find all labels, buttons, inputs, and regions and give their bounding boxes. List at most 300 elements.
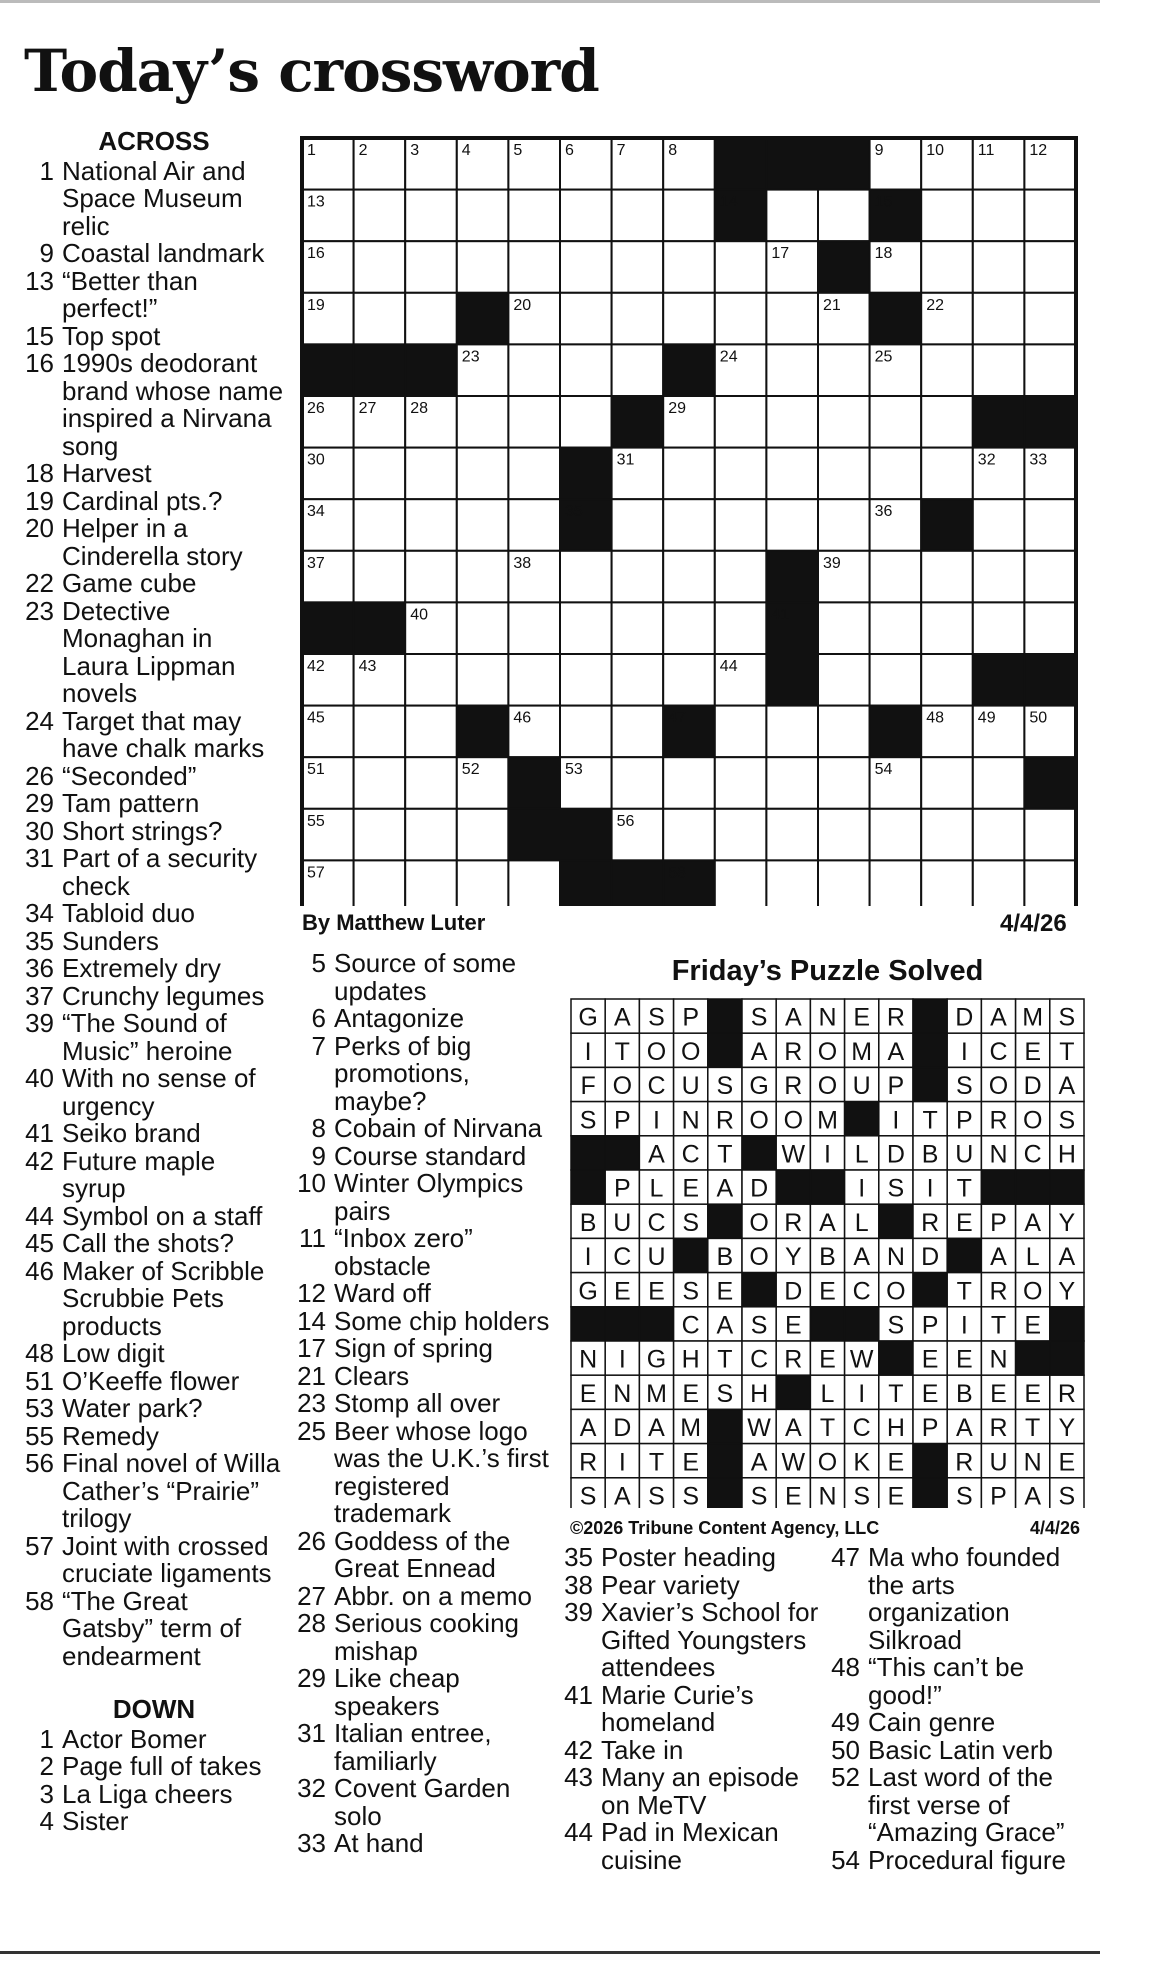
grid-cell[interactable] — [405, 241, 457, 293]
grid-cell[interactable] — [715, 860, 767, 906]
grid-cell[interactable] — [457, 448, 509, 500]
clue-down_col2-17 — [296, 1335, 561, 1363]
grid-cell[interactable] — [921, 602, 973, 654]
grid-cell[interactable] — [715, 241, 767, 293]
solution-letter: T — [717, 1140, 733, 1169]
solution-letter: E — [1024, 1037, 1042, 1066]
black-square — [508, 757, 560, 809]
grid-cell[interactable] — [457, 499, 509, 551]
grid-cell[interactable] — [1024, 241, 1076, 293]
top-rule — [0, 0, 1100, 3]
cell-number: 20 — [513, 296, 532, 314]
solution-letter: B — [955, 1379, 973, 1408]
grid-cell[interactable] — [612, 293, 664, 345]
solution-letter: R — [989, 1277, 1008, 1306]
grid-cell[interactable] — [405, 190, 457, 242]
grid-cell[interactable] — [560, 396, 612, 448]
clue-across-40 — [24, 1065, 284, 1120]
grid-cell[interactable] — [354, 448, 406, 500]
grid-cell[interactable] — [973, 241, 1025, 293]
grid-cell[interactable] — [560, 602, 612, 654]
grid-cell[interactable] — [766, 499, 818, 551]
clue-number: 15 — [25, 320, 54, 351]
grid-cell[interactable] — [405, 809, 457, 861]
black-square — [639, 1307, 673, 1341]
black-square — [921, 499, 973, 551]
solution-letter: P — [887, 1072, 905, 1101]
clue-text: Coastal landmark — [62, 238, 265, 268]
grid-cell[interactable] — [1024, 860, 1076, 906]
grid-cell[interactable] — [766, 860, 818, 906]
black-square — [708, 1444, 742, 1478]
solution-letter: R — [784, 1037, 803, 1066]
grid-cell[interactable] — [457, 860, 509, 906]
black-square — [605, 1136, 639, 1170]
clue-text: Perks of big promotions, maybe? — [334, 1030, 472, 1116]
clue-down_col2-25 — [296, 1415, 561, 1528]
clue-down_col3-44 — [563, 1819, 828, 1874]
clue-down_col4-52 — [830, 1764, 1100, 1847]
solution-letter: A — [716, 1174, 734, 1203]
grid-cell[interactable] — [354, 190, 406, 242]
cell-number: 27 — [358, 400, 377, 417]
solution-letter: D — [750, 1174, 769, 1203]
clue-text: Top spot — [62, 320, 161, 351]
solution-letter: I — [584, 1037, 592, 1066]
grid-cell[interactable] — [612, 190, 664, 242]
clue-text: Some chip holders — [334, 1305, 550, 1336]
solution-letter: R — [921, 1208, 940, 1237]
black-square — [560, 448, 612, 500]
grid-cell[interactable] — [818, 809, 870, 861]
cell-number: 9 — [874, 142, 884, 159]
cell-number: 36 — [874, 503, 893, 521]
grid-cell[interactable] — [870, 809, 922, 861]
grid-cell[interactable] — [560, 706, 612, 758]
clue-text: 1990s deodorant brand whose name inspired a Nirvana song — [62, 348, 284, 461]
grid-cell[interactable] — [560, 654, 612, 706]
clue-down_col4-47 — [830, 1544, 1100, 1654]
grid-cell[interactable] — [818, 344, 870, 396]
crossword-grid[interactable] — [300, 136, 1080, 906]
clue-number: 25 — [297, 1415, 326, 1446]
grid-cell[interactable] — [508, 499, 560, 551]
clue-number: 31 — [297, 1718, 326, 1748]
grid-cell[interactable] — [612, 706, 664, 758]
solution-letter: S — [579, 1482, 597, 1508]
solution-letter: E — [887, 1482, 905, 1508]
grid-cell[interactable] — [715, 448, 767, 500]
grid-cell[interactable] — [921, 757, 973, 809]
grid-cell[interactable] — [354, 757, 406, 809]
grid-cell[interactable] — [766, 293, 818, 345]
clue-number: 50 — [831, 1734, 860, 1765]
grid-cell[interactable] — [354, 706, 406, 758]
solution-letter: P — [921, 1414, 939, 1443]
clue-down_col3-43 — [563, 1764, 828, 1819]
grid-cell[interactable] — [921, 241, 973, 293]
grid-cell[interactable] — [354, 860, 406, 906]
grid-cell[interactable] — [508, 860, 560, 906]
cell-number: 48 — [926, 709, 944, 727]
grid-cell[interactable] — [508, 241, 560, 293]
clue-text: Ward off — [334, 1278, 431, 1308]
grid-cell[interactable] — [560, 293, 612, 345]
black-square — [1024, 757, 1076, 809]
solution-letter: T — [648, 1448, 665, 1477]
clue-down_col3-39 — [563, 1599, 828, 1682]
grid-cell[interactable] — [766, 396, 818, 448]
solution-letter: Y — [1058, 1208, 1076, 1237]
grid-cell[interactable] — [715, 757, 767, 809]
clue-text: Sister — [62, 1806, 129, 1836]
grid-cell[interactable] — [766, 344, 818, 396]
grid-cell[interactable] — [1024, 602, 1076, 654]
clue-text: Tam pattern — [62, 788, 200, 818]
clue-down_col3-42 — [563, 1734, 828, 1765]
solution-letter: L — [854, 1208, 869, 1237]
clue-text: Sunders — [62, 925, 159, 956]
grid-cell[interactable] — [457, 190, 509, 242]
grid-cell[interactable] — [612, 654, 664, 706]
solution-letter: I — [960, 1311, 968, 1340]
black-square — [1050, 1307, 1084, 1341]
grid-cell[interactable] — [715, 551, 767, 603]
grid-cell[interactable] — [818, 190, 870, 242]
solution-letter: A — [784, 1414, 802, 1443]
grid-cell[interactable] — [870, 448, 922, 500]
clue-text: Antagonize — [334, 1003, 465, 1033]
clue-number: 18 — [25, 458, 54, 488]
grid-cell[interactable] — [612, 344, 664, 396]
grid-cell[interactable] — [1024, 809, 1076, 861]
black-square — [766, 551, 818, 603]
grid-cell[interactable] — [405, 706, 457, 758]
solution-letter: A — [648, 1414, 665, 1443]
grid-cell[interactable] — [973, 344, 1025, 396]
solution-letter: S — [648, 1482, 665, 1508]
cell-number: 1 — [307, 142, 316, 159]
grid-cell[interactable] — [457, 396, 509, 448]
grid-cell[interactable] — [973, 499, 1025, 551]
grid-cell[interactable] — [508, 448, 560, 500]
clue-text: Cardinal pts.? — [62, 485, 223, 516]
clue-number: 46 — [25, 1255, 54, 1286]
grid-cell[interactable] — [818, 396, 870, 448]
clue-down_col2-8 — [296, 1115, 561, 1143]
grid-cell[interactable] — [766, 706, 818, 758]
black-square — [612, 860, 664, 906]
grid-cell[interactable] — [663, 241, 715, 293]
grid-cell[interactable] — [457, 809, 509, 861]
clue-number: 44 — [564, 1817, 593, 1847]
solution-letter: R — [784, 1208, 803, 1237]
grid-cell[interactable] — [1024, 293, 1076, 345]
grid-cell[interactable] — [715, 706, 767, 758]
grid-cell[interactable] — [921, 190, 973, 242]
grid-cell[interactable] — [612, 241, 664, 293]
clue-text: Joint with crossed cruciate ligaments — [62, 1530, 272, 1588]
black-square — [845, 1307, 879, 1341]
grid-cell[interactable] — [921, 654, 973, 706]
clue-text: Basic Latin verb — [868, 1734, 1053, 1765]
solution-letter: S — [682, 1482, 700, 1508]
grid-cell[interactable] — [560, 344, 612, 396]
black-square — [708, 1204, 742, 1238]
cell-number: 35 — [565, 503, 583, 521]
cell-number: 51 — [307, 761, 325, 779]
solution-letter: S — [716, 1379, 734, 1408]
grid-cell[interactable] — [921, 396, 973, 448]
clue-down_col4-48 — [830, 1654, 1100, 1709]
solution-letter: L — [1025, 1243, 1040, 1272]
solution-letter: Y — [1058, 1414, 1076, 1443]
grid-cell[interactable] — [973, 293, 1025, 345]
clue-number: 17 — [297, 1333, 326, 1363]
clue-text: Call the shots? — [62, 1228, 234, 1258]
solution-letter: A — [1058, 1072, 1076, 1101]
grid-cell[interactable] — [612, 499, 664, 551]
black-square — [612, 396, 664, 448]
grid-cell[interactable] — [715, 809, 767, 861]
grid-cell[interactable] — [508, 654, 560, 706]
grid-cell[interactable] — [870, 860, 922, 906]
grid-cell[interactable] — [457, 654, 509, 706]
grid-cell[interactable] — [560, 551, 612, 603]
grid-cell[interactable] — [1024, 344, 1076, 396]
clue-down_col2-7 — [296, 1030, 561, 1116]
grid-cell[interactable] — [715, 499, 767, 551]
cell-number: 40 — [410, 606, 428, 624]
clue-across-16 — [24, 350, 284, 460]
grid-cell[interactable] — [870, 602, 922, 654]
solution-letter: O — [749, 1243, 769, 1272]
black-square — [1050, 1170, 1084, 1204]
grid-cell[interactable] — [973, 757, 1025, 809]
solution-letter: R — [1057, 1379, 1076, 1408]
grid-cell[interactable] — [818, 757, 870, 809]
grid-cell[interactable] — [766, 448, 818, 500]
grid-cell[interactable] — [354, 293, 406, 345]
clue-text: “This can’t be good!” — [868, 1652, 1025, 1710]
grid-cell[interactable] — [663, 190, 715, 242]
solution-letter: O — [749, 1106, 769, 1135]
clue-text: Beer whose logo was the U.K.’s first registered trademark — [334, 1415, 549, 1528]
clue-down_col2-11 — [296, 1225, 561, 1280]
grid-cell[interactable] — [354, 499, 406, 551]
clue-number: 9 — [311, 1140, 326, 1171]
clue-number: 4 — [39, 1806, 54, 1836]
solution-letter: S — [750, 1003, 768, 1032]
solution-letter: O — [1022, 1106, 1043, 1135]
clue-text: Harvest — [62, 458, 152, 488]
solution-letter: D — [784, 1277, 803, 1306]
solution-letter: A — [990, 1003, 1007, 1032]
clue-across-31 — [24, 845, 284, 900]
solution-letter: Y — [1058, 1277, 1076, 1306]
cell-number: 17 — [771, 245, 790, 263]
clue-number: 39 — [25, 1008, 54, 1038]
cell-number: 45 — [307, 709, 325, 727]
clue-text: Poster heading — [601, 1542, 776, 1572]
grid-cell[interactable] — [870, 654, 922, 706]
grid-cell[interactable] — [973, 602, 1025, 654]
solution-letter: T — [819, 1414, 836, 1443]
cell-number: 56 — [616, 812, 635, 830]
grid-cell[interactable] — [663, 809, 715, 861]
grid-cell[interactable] — [1024, 499, 1076, 551]
grid-cell[interactable] — [663, 499, 715, 551]
grid-cell[interactable] — [354, 809, 406, 861]
grid-cell[interactable] — [508, 190, 560, 242]
clue-number: 53 — [25, 1393, 54, 1423]
grid-cell[interactable] — [818, 706, 870, 758]
clue-number: 48 — [25, 1338, 54, 1368]
grid-cell[interactable] — [405, 860, 457, 906]
solution-letter: E — [853, 1003, 871, 1032]
clue-text: “The Great Gatsby” term of endearment — [62, 1585, 242, 1671]
clue-number: 7 — [311, 1030, 326, 1061]
grid-cell[interactable] — [973, 190, 1025, 242]
solution-letter: I — [653, 1106, 660, 1135]
grid-cell[interactable] — [973, 809, 1025, 861]
grid-cell[interactable] — [508, 344, 560, 396]
grid-cell[interactable] — [766, 809, 818, 861]
solution-letter: U — [989, 1448, 1008, 1477]
grid-cell[interactable] — [663, 448, 715, 500]
grid-cell[interactable] — [354, 551, 406, 603]
solution-letter: P — [990, 1482, 1007, 1508]
grid-cell[interactable] — [818, 499, 870, 551]
solution-letter: N — [579, 1345, 598, 1374]
black-square — [981, 1170, 1015, 1204]
clue-number: 56 — [25, 1448, 54, 1478]
clue-text: Future maple syrup — [62, 1145, 216, 1203]
solution-letter: D — [613, 1414, 632, 1443]
grid-cell[interactable] — [354, 241, 406, 293]
cell-number: 33 — [1029, 451, 1048, 469]
clue-across-26 — [24, 760, 284, 791]
grid-cell[interactable] — [663, 551, 715, 603]
solution-letter: U — [613, 1208, 632, 1237]
grid-cell[interactable] — [663, 654, 715, 706]
grid-cell[interactable] — [715, 293, 767, 345]
grid-cell[interactable] — [612, 757, 664, 809]
grid-cell[interactable] — [405, 654, 457, 706]
solution-letter: S — [750, 1311, 768, 1340]
clue-across-46 — [24, 1255, 284, 1341]
solution-letter: E — [716, 1277, 734, 1306]
solution-letter: G — [578, 1277, 598, 1306]
grid-cell[interactable] — [457, 602, 509, 654]
black-square — [742, 1136, 776, 1170]
grid-cell[interactable] — [508, 602, 560, 654]
grid-cell[interactable] — [870, 396, 922, 448]
grid-cell[interactable] — [405, 551, 457, 603]
grid-cell[interactable] — [457, 241, 509, 293]
solution-letter: G — [646, 1345, 667, 1374]
grid-cell[interactable] — [612, 551, 664, 603]
clue-text: Source of some updates — [334, 948, 517, 1006]
grid-cell[interactable] — [921, 860, 973, 906]
clue-down_col1-2 — [24, 1753, 284, 1781]
clue-text: Serious cooking mishap — [334, 1608, 519, 1666]
clue-text: Final novel of Willa Cather’s “Prairie” trilogy — [62, 1448, 281, 1533]
grid-cell[interactable] — [921, 344, 973, 396]
grid-cell[interactable] — [1024, 190, 1076, 242]
grid-cell[interactable] — [405, 293, 457, 345]
cell-number: 57 — [307, 864, 325, 882]
clue-text: National Air and Space Museum relic — [62, 155, 246, 241]
solution-letter: E — [990, 1379, 1007, 1408]
grid-cell[interactable] — [405, 499, 457, 551]
cell-number: 24 — [719, 348, 738, 366]
grid-cell[interactable] — [560, 190, 612, 242]
grid-cell[interactable] — [457, 551, 509, 603]
clue-across-1 — [24, 155, 284, 241]
solution-letter: K — [853, 1448, 871, 1477]
grid-cell[interactable] — [870, 551, 922, 603]
cell-number: 13 — [307, 193, 325, 211]
solution-letter: E — [682, 1174, 700, 1203]
cell-number: 31 — [616, 451, 635, 469]
clue-down_col2-33 — [296, 1830, 561, 1858]
grid-cell[interactable] — [818, 654, 870, 706]
grid-cell[interactable] — [1024, 551, 1076, 603]
cell-number: 5 — [513, 142, 523, 159]
clue-across-30 — [24, 815, 284, 846]
grid-cell[interactable] — [663, 293, 715, 345]
grid-cell[interactable] — [663, 757, 715, 809]
grid-cell[interactable] — [818, 860, 870, 906]
solution-letter: A — [613, 1482, 631, 1508]
solution-letter: S — [887, 1174, 905, 1203]
solution-letter: N — [1023, 1448, 1042, 1477]
solution-letter: I — [960, 1037, 968, 1066]
cell-number: 32 — [977, 451, 996, 469]
grid-cell[interactable] — [766, 757, 818, 809]
grid-cell[interactable] — [508, 396, 560, 448]
clue-number: 9 — [39, 238, 54, 268]
clue-across-44 — [24, 1200, 284, 1231]
grid-cell[interactable] — [715, 602, 767, 654]
grid-cell[interactable] — [766, 190, 818, 242]
grid-cell[interactable] — [818, 448, 870, 500]
grid-cell[interactable] — [818, 602, 870, 654]
clue-text: Game cube — [62, 568, 197, 598]
clue-number: 40 — [25, 1063, 54, 1093]
grid-cell[interactable] — [921, 809, 973, 861]
grid-cell[interactable] — [405, 757, 457, 809]
grid-cell[interactable] — [663, 602, 715, 654]
grid-cell[interactable] — [612, 602, 664, 654]
grid-cell[interactable] — [715, 396, 767, 448]
grid-cell[interactable] — [921, 448, 973, 500]
black-square — [818, 138, 870, 190]
solution-letter: A — [648, 1140, 665, 1169]
grid-cell[interactable] — [405, 448, 457, 500]
clue-number: 52 — [831, 1762, 860, 1792]
solution-letter: E — [613, 1277, 631, 1306]
black-square — [302, 344, 354, 396]
grid-cell[interactable] — [973, 860, 1025, 906]
black-square — [913, 1444, 947, 1478]
clue-number: 26 — [297, 1525, 326, 1556]
grid-cell[interactable] — [973, 551, 1025, 603]
solution-letter: I — [892, 1106, 900, 1135]
grid-cell[interactable] — [921, 551, 973, 603]
grid-cell[interactable] — [560, 241, 612, 293]
